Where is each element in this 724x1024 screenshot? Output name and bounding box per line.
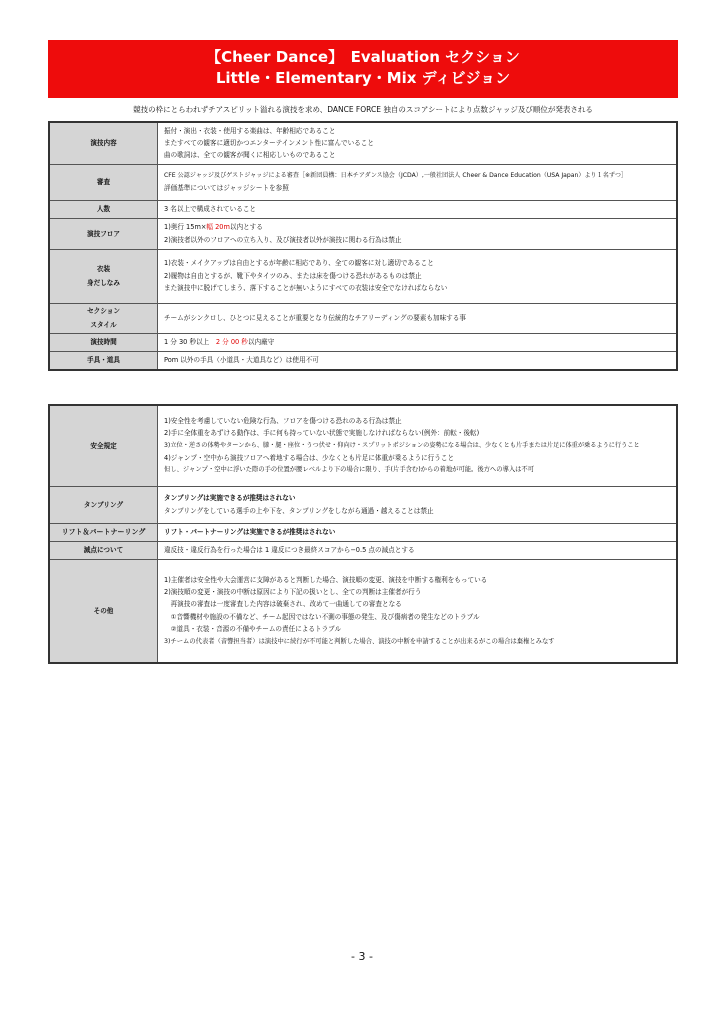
text-line: 曲の歌詞は、全ての観客が聞くに相応しいものであること — [164, 151, 336, 160]
row-label: 審査 — [49, 164, 158, 200]
title-banner — [48, 40, 678, 98]
row-value — [158, 559, 678, 663]
row-label: 演技内容 — [49, 122, 158, 164]
label-line: 衣装 — [96, 265, 111, 273]
text-line: 評価基準についてはジャッジシートを参照 — [164, 184, 289, 192]
row-value — [158, 405, 678, 486]
table-row — [49, 218, 677, 249]
table-row — [49, 164, 677, 200]
row-value — [158, 541, 678, 559]
row-value — [158, 164, 678, 200]
row-label: 手具・道具 — [49, 351, 158, 370]
text-line: ②道具・衣装・音源の不備やチームの責任によるトラブル — [164, 625, 342, 634]
row-label: タンブリング — [49, 486, 158, 523]
text-line: CFE 公認ジャッジ及びゲストジャッジによる審査［※新団員構：日本チアダンス協会（JCDA）,一般社団法人 Cheer & Dance Education（USA Japan）より１名ずつ］ — [164, 171, 628, 179]
text-line: 4)ジャンプ・空中から演技フロアへ着地する場合は、少なくとも片足に体重が乗るように行うこと — [164, 453, 455, 462]
text-line: チームがシンクロし、ひとつに見えることが重要となり伝統的なチアリーディングの要素も加味する事 — [164, 313, 466, 322]
text-line: 2)演技者以外のフロアへの立ち入り、及び演技者以外が演技に関わる行為は禁止 — [164, 235, 402, 244]
rules-table-1 — [48, 121, 678, 371]
table-row — [49, 486, 677, 523]
text-line: 振付・演出・衣装・使用する楽曲は、年齢相応であること — [164, 126, 336, 135]
table-row — [49, 405, 677, 486]
text-line: 2)手に全体重をあずける動作は、手に何も持っていない状態で実施しなければならない(例外：前転・後転) — [164, 429, 480, 438]
text-line: 1)安全性を考慮していない危険な行為、フロアを傷つける恐れのある行為は禁止 — [164, 416, 402, 425]
table-row — [49, 249, 677, 303]
text-line: 3)チームの代表者（音響担当者）は演技中に続行が不可能と判断した場合、演技の中断を申請することが出来るがこの場合は棄権とみなす — [164, 637, 555, 645]
text-line: 2)履物は自由とするが、靴下やタイツのみ、または床を傷つける恐れがあるものは禁止 — [164, 271, 422, 280]
title-line-2: Little・Elementary・Mix ディビジョン — [215, 69, 511, 87]
table-row — [49, 559, 677, 663]
text-line — [164, 336, 670, 348]
text-line: またすべての観客に適切かつエンターテインメント性に富んでいること — [164, 139, 374, 148]
row-value — [158, 333, 678, 351]
text-line — [164, 221, 670, 233]
text-line: 1)衣装・メイクアップは自由とするが年齢に相応であり、全ての観客に対し適切であること — [164, 259, 434, 268]
text-line: リフト・パートナーリングは実施できるが推奨はされない — [164, 527, 336, 536]
subtitle: 競技の枠にとらわれずチアスピリット溢れる演技を求め、DANCE FORCE 独自のスコアシートにより点数ジャッジ及び順位が発表される — [133, 105, 593, 114]
row-value — [158, 486, 678, 523]
row-label — [49, 249, 158, 303]
text-line: 3)立位・逆さの体勢やターンから、膝・腿・座位・うつ伏せ・仰向け・スプリットポジションの姿勢になる場合は、少なくとも片手または片足に体重が乗るように行うこと — [164, 441, 640, 449]
row-label: 減点について — [49, 541, 158, 559]
row-label — [49, 303, 158, 333]
label-line: 身だしなみ — [87, 279, 120, 287]
text-line: 3 名以上で構成されていること — [164, 204, 257, 213]
text-segment: 1 分 30 秒以上 — [164, 337, 216, 346]
row-value — [158, 351, 678, 370]
text-line: 違反技・違反行為を行った場合は 1 違反につき最終スコアから−0.5 点の減点とする — [164, 545, 415, 554]
text-line: Pom 以外の手具（小道具・大道具など）は使用不可 — [164, 356, 319, 365]
text-line: 但し、ジャンプ・空中に浮いた際の手の位置が腰レベルより下の場合に限り、手(片手含む)からの着地が可能。後方への導入は不可 — [164, 466, 535, 474]
row-label: 安全規定 — [49, 405, 158, 486]
page-number: - 3 - — [351, 950, 373, 963]
text-line: ①音響機材や施設の不備など、チーム起因ではない不測の事態の発生、及び傷病者の発生などのトラブル — [164, 612, 480, 621]
row-value — [158, 523, 678, 541]
table-row — [49, 351, 677, 370]
table-row — [49, 333, 677, 351]
row-label: 演技時間 — [49, 333, 158, 351]
row-value — [158, 122, 678, 164]
title-line-1: 【Cheer Dance】 Evaluation セクション — [206, 48, 520, 66]
text-line: タンブリングをしている選手の上や下を、タンブリングをしながら通過・越えることは禁止 — [164, 506, 434, 515]
row-label: その他 — [49, 559, 158, 663]
row-value — [158, 303, 678, 333]
text-segment: 以内とする — [229, 223, 263, 232]
table-row — [49, 303, 677, 333]
text-line: 2)演技順の変更・演技の中断は原因により下記の扱いとし、全ての判断は主催者が行う — [164, 587, 422, 596]
row-label: 人数 — [49, 200, 158, 218]
text-line: また演技中に脱げてしまう、落下することが無いようにすべての衣装は安全でなければならない — [164, 284, 448, 293]
table-row — [49, 122, 677, 164]
highlight-text: 2 分 00 秒 — [215, 337, 248, 346]
rules-table-2 — [48, 404, 678, 664]
label-line: スタイル — [90, 321, 117, 329]
table-row — [49, 541, 677, 559]
text-line: 1)主催者は安全性や大会運営に支障があると判断した場合、演技順の変更、演技を中断する権利をもっている — [164, 575, 488, 584]
row-value — [158, 249, 678, 303]
text-segment: 1)奥行 15m× — [164, 223, 207, 232]
table-row — [49, 523, 677, 541]
text-line: 再演技の審査は一度審査した内容は破棄され、改めて一曲通しての審査となる — [164, 600, 402, 609]
row-label: リフト＆パートナーリング — [49, 523, 158, 541]
table-row — [49, 200, 677, 218]
row-label: 演技フロア — [49, 218, 158, 249]
label-line: セクション — [87, 307, 120, 315]
row-value — [158, 200, 678, 218]
row-value — [158, 218, 678, 249]
text-segment: 以内厳守 — [247, 337, 275, 346]
highlight-text: 幅 20m — [206, 223, 230, 232]
text-line: タンブリングは実施できるが推奨はされない — [164, 494, 296, 503]
